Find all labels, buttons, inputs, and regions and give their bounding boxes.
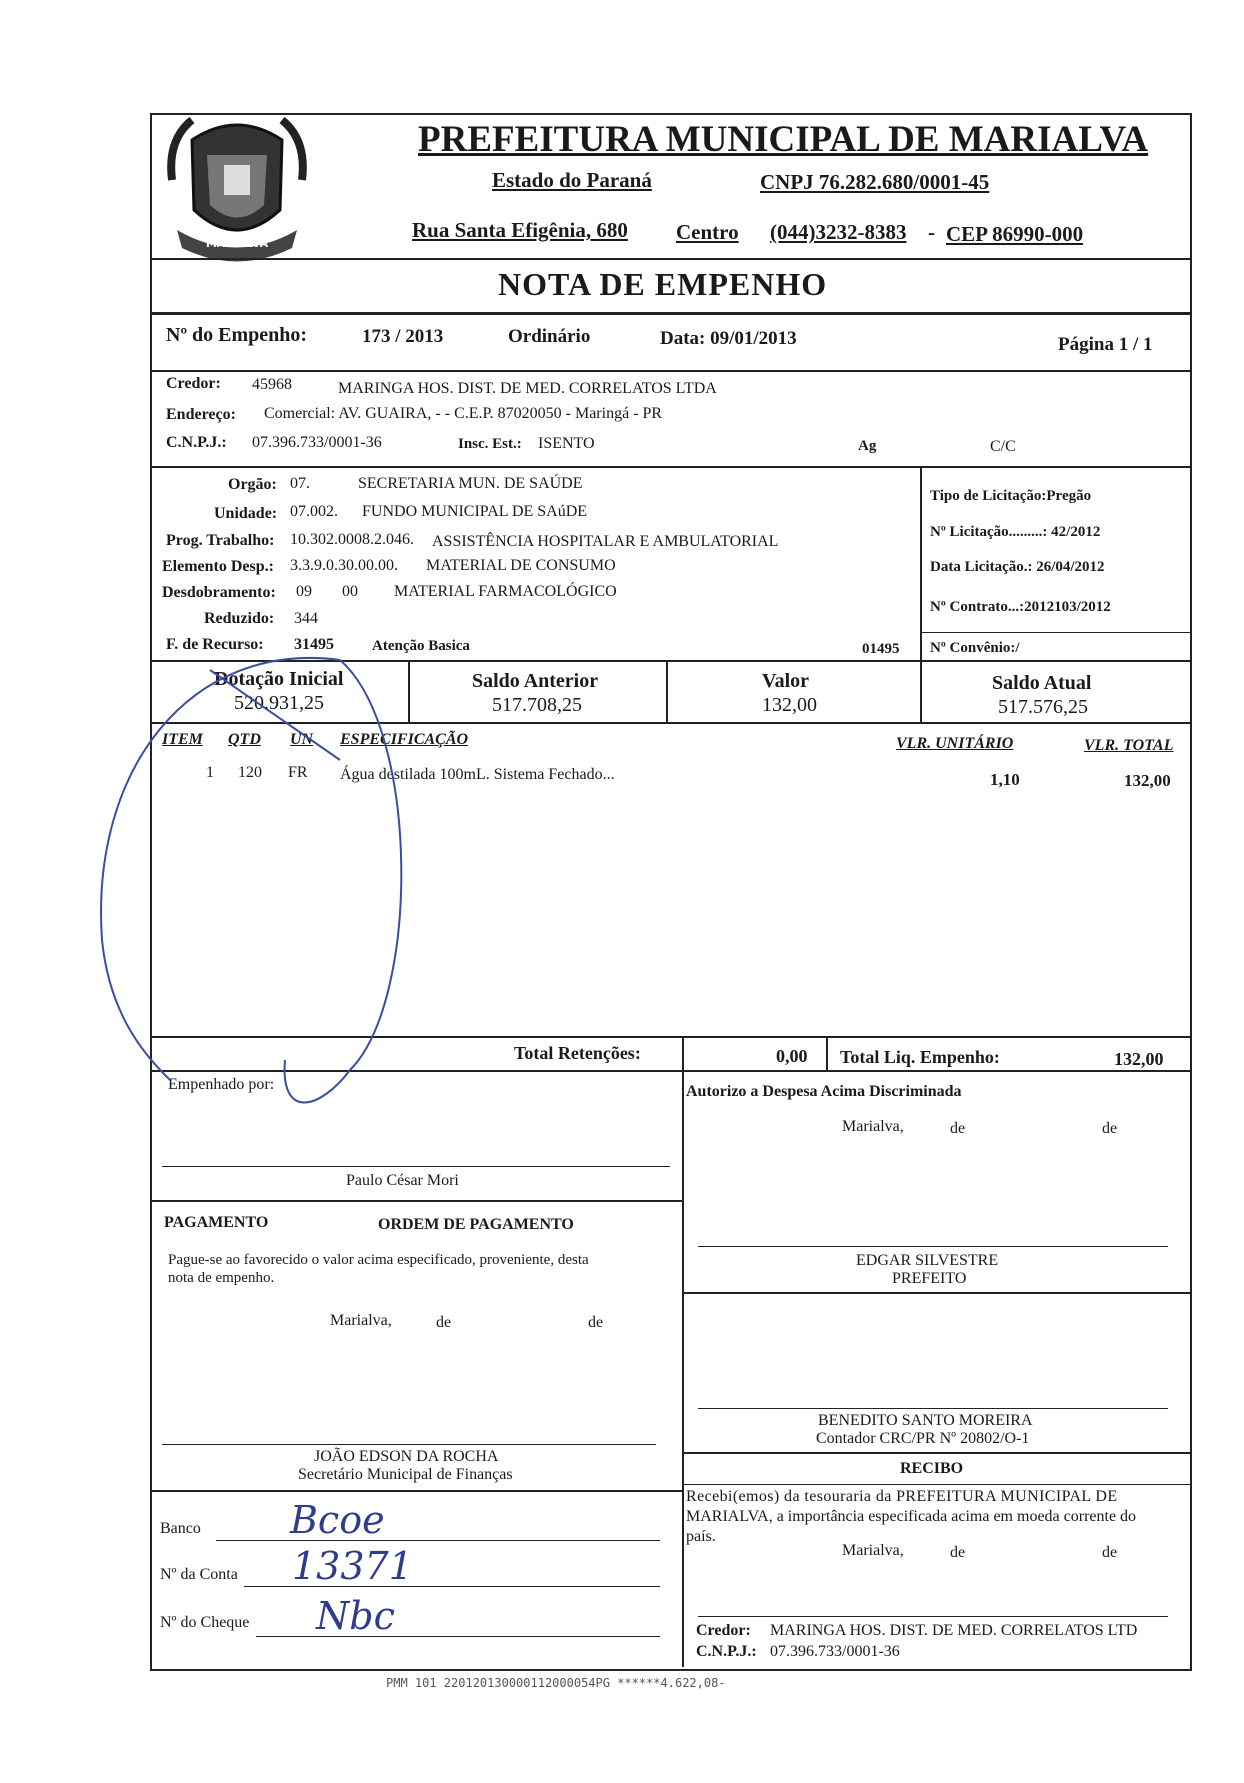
empenhado-nome: Paulo César Mori (346, 1172, 459, 1189)
divider (682, 1452, 1190, 1454)
divider (150, 312, 1190, 315)
col-vlr-unitario: VLR. UNITÁRIO (896, 735, 1014, 752)
recibo-de-2: de (1102, 1544, 1118, 1561)
prog: 10.302.0008.2.046. (290, 531, 414, 548)
prog-nome: ASSISTÊNCIA HOSPITALAR E AMBULATORIAL (432, 533, 779, 550)
dotacao-valor: 520.931,25 (234, 692, 324, 714)
divider (150, 258, 1190, 260)
desd-a: 09 (296, 583, 312, 600)
coat-of-arms-seal (162, 100, 312, 265)
desd-b: 00 (342, 583, 358, 600)
recibo-cnpj-label: C.N.P.J.: (696, 1643, 757, 1660)
header-title: PREFEITURA MUNICIPAL DE MARIALVA (418, 119, 1149, 160)
col-qtd: QTD (228, 731, 261, 748)
prog-label: Prog. Trabalho: (166, 532, 275, 549)
orgao: 07. (290, 475, 310, 492)
cheque-handwriting: Nbc (316, 1594, 395, 1638)
divider (150, 1490, 684, 1492)
pagamento-cidade: Marialva, (330, 1312, 392, 1329)
divider (150, 370, 1190, 372)
header-phone: (044)3232-8383 (770, 220, 907, 244)
col-especificacao: ESPECIFICAÇÃO (340, 731, 469, 748)
banco-handwriting: Bcoe (290, 1498, 385, 1542)
fonte-label: F. de Recurso: (166, 636, 264, 653)
fonte: 31495 (294, 636, 334, 653)
signature-line (698, 1246, 1168, 1247)
elem-nome: MATERIAL DE CONSUMO (426, 557, 616, 574)
autorizo-de-2: de (1102, 1120, 1118, 1137)
row-especificacao: Água destilada 100mL. Sistema Fechado... (340, 766, 615, 783)
pagamento-de-2: de (588, 1314, 604, 1331)
recibo-texto-3: país. (686, 1528, 716, 1545)
recibo-cnpj: 07.396.733/0001-36 (770, 1643, 900, 1660)
pagamento-de-1: de (436, 1314, 452, 1331)
total-retencoes-label: Total Retenções: (514, 1043, 641, 1063)
pagamento-label: PAGAMENTO (164, 1214, 269, 1231)
header-street: Rua Santa Efigênia, 680 (412, 218, 628, 242)
insc-label: Insc. Est.: (458, 436, 522, 452)
row-un: FR (288, 764, 308, 781)
autorizo-label: Autorizo a Despesa Acima Discriminada (686, 1083, 962, 1100)
prefeito-cargo: PREFEITO (892, 1270, 967, 1287)
row-qtd: 120 (238, 764, 262, 781)
unidade: 07.002. (290, 503, 338, 520)
autorizo-cidade: Marialva, (842, 1118, 904, 1135)
valor-label: Valor (762, 670, 810, 692)
autorizo-de-1: de (950, 1120, 966, 1137)
divider (920, 660, 922, 722)
seal-text: MARIALVA (205, 237, 269, 250)
desd-label: Desdobramento: (162, 584, 276, 601)
total-retencoes-valor: 0,00 (776, 1046, 808, 1066)
col-item: ITEM (162, 731, 203, 748)
recibo-texto-2: MARIALVA, a importância especificada acima em moeda corrente do (686, 1508, 1137, 1525)
credor-endereco: Comercial: AV. GUAIRA, - - C.E.P. 87020050 - Maringá - PR (264, 405, 663, 422)
recibo-cidade: Marialva, (842, 1542, 904, 1559)
row-item: 1 (206, 764, 214, 781)
signature-line (698, 1408, 1168, 1409)
recibo-texto-1: Recebi(emos) da tesouraria da PREFEITURA MUNICIPAL DE (686, 1488, 1118, 1505)
saldo-atual-label: Saldo Atual (992, 672, 1092, 694)
fonte-nome: Atenção Basica (372, 638, 470, 654)
cnpj-label: C.N.P.J.: (166, 434, 227, 451)
divider (666, 660, 668, 722)
divider (150, 466, 1190, 468)
elem: 3.3.9.0.30.00.00. (290, 557, 398, 574)
saldo-anterior-label: Saldo Anterior (472, 670, 599, 692)
ink-signature-stroke (90, 640, 450, 1140)
licitacao-convenio: Nº Convênio:/ (930, 640, 1020, 656)
row-vlr-total: 132,00 (1124, 771, 1171, 790)
licitacao-tipo: Tipo de Licitação:Pregão (930, 488, 1092, 504)
divider (920, 632, 1190, 633)
header-dash: - (928, 220, 935, 244)
divider (150, 1200, 684, 1202)
credor-insc: ISENTO (538, 435, 595, 452)
unidade-nome: FUNDO MUNICIPAL DE SAúDE (362, 503, 588, 520)
header-cnpj: CNPJ 76.282.680/0001-45 (760, 170, 990, 194)
cheque-label: Nº do Cheque (160, 1614, 250, 1631)
col-vlr-total: VLR. TOTAL (1084, 737, 1174, 754)
empenho-tipo: Ordinário (508, 326, 591, 347)
recibo-credor-label: Credor: (696, 1622, 751, 1639)
orgao-label: Orgão: (228, 476, 277, 493)
divider (682, 1292, 1190, 1294)
rodape-codigo: PMM 101 22012013000011200005​4PG ******4.622,08- (386, 1676, 726, 1690)
saldo-atual-valor: 517.576,25 (998, 696, 1088, 718)
dotacao-label: Dotação Inicial (214, 668, 344, 690)
header-state: Estado do Paraná (492, 168, 652, 192)
divider (682, 1070, 684, 1667)
licitacao-numero: Nº Licitação.........: 42/2012 (930, 524, 1101, 540)
ag-label: Ag (858, 438, 877, 454)
doc-title: NOTA DE EMPENHO (498, 266, 828, 302)
licitacao-contrato: Nº Contrato...:2012103/2012 (930, 599, 1111, 615)
elem-label: Elemento Desp.: (162, 558, 274, 575)
divider (826, 1036, 828, 1070)
empenho-numero-label: Nº do Empenho: (166, 324, 308, 346)
col-un: UN (290, 731, 314, 748)
pagamento-texto-2: nota de empenho. (168, 1270, 275, 1286)
prefeito-nome: EDGAR SILVESTRE (856, 1252, 999, 1269)
fonte-cod: 01495 (862, 641, 900, 657)
reduz: 344 (294, 610, 318, 627)
empenho-data: Data: 09/01/2013 (660, 328, 797, 349)
empenho-pagina: Página 1 / 1 (1058, 334, 1153, 355)
signature-line (698, 1616, 1168, 1617)
banco-label: Banco (160, 1520, 201, 1537)
credor-nome: MARINGA HOS. DIST. DE MED. CORRELATOS LTDA (338, 380, 717, 397)
ordem-pagamento: ORDEM DE PAGAMENTO (378, 1216, 574, 1233)
empenho-numero: 173 / 2013 (362, 326, 444, 347)
saldo-anterior-valor: 517.708,25 (492, 694, 582, 716)
credor-cnpj: 07.396.733/0001-36 (252, 434, 382, 451)
conta-label: Nº da Conta (160, 1566, 238, 1583)
desd-nome: MATERIAL FARMACOLÓGICO (394, 583, 617, 600)
header-district: Centro (676, 220, 739, 244)
credor-label: Credor: (166, 375, 221, 392)
licitacao-data: Data Licitação.: 26/04/2012 (930, 559, 1105, 575)
banco-line (216, 1540, 660, 1541)
secretario-cargo: Secretário Municipal de Finanças (298, 1466, 513, 1483)
endereco-label: Endereço: (166, 406, 236, 423)
secretario-nome: JOÃO EDSON DA ROCHA (314, 1448, 499, 1465)
credor-codigo: 45968 (252, 376, 292, 393)
total-liquido-valor: 132,00 (1114, 1049, 1164, 1069)
unidade-label: Unidade: (214, 505, 278, 522)
cc-label: C/C (990, 438, 1016, 455)
recibo-titulo: RECIBO (900, 1460, 964, 1477)
contador-cargo: Contador CRC/PR Nº 20802/O-1 (816, 1430, 1030, 1447)
header-cep: CEP 86990-000 (946, 222, 1084, 246)
recibo-credor-nome: MARINGA HOS. DIST. DE MED. CORRELATOS LTD (770, 1622, 1138, 1639)
signature-line (162, 1444, 656, 1445)
contador-nome: BENEDITO SANTO MOREIRA (818, 1412, 1033, 1429)
row-vlr-unitario: 1,10 (990, 770, 1020, 789)
recibo-de-1: de (950, 1544, 966, 1561)
divider (682, 1484, 1190, 1485)
total-liquido-label: Total Liq. Empenho: (840, 1047, 1000, 1067)
orgao-nome: SECRETARIA MUN. DE SAÚDE (358, 475, 583, 492)
pagamento-texto-1: Pague-se ao favorecido o valor acima especificado, proveniente, desta (168, 1252, 589, 1268)
valor-valor: 132,00 (762, 694, 817, 716)
reduz-label: Reduzido: (204, 610, 275, 627)
signature-line (162, 1166, 670, 1167)
divider (682, 1036, 684, 1070)
conta-handwriting: 13371 (292, 1544, 413, 1588)
empenhado-label: Empenhado por: (168, 1076, 275, 1093)
